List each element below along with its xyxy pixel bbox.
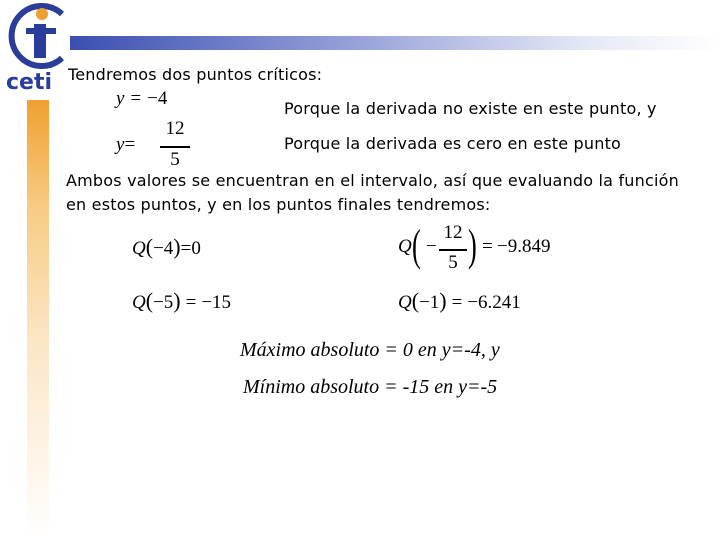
eval3-close-paren: ) — [468, 221, 477, 270]
conclusion-maximum: Máximo absoluto = 0 en y=-4, y — [240, 339, 500, 361]
cp1-reason: Porque la derivada no existe en este punto, y — [284, 99, 657, 118]
ceti-logo-emblem — [0, 0, 80, 72]
eval2-eq: = — [185, 292, 197, 313]
cp1-eq: = — [130, 88, 142, 109]
ceti-logo — [0, 0, 80, 100]
evaluation-q-minus-5: Q(−5) = −15 — [132, 288, 232, 313]
eval1-func: Q — [132, 238, 146, 259]
eval1-eq: = — [180, 238, 192, 259]
eval2-arg: −5 — [153, 292, 174, 313]
cp2-reason: Porque la derivada es cero en este punto — [284, 134, 622, 153]
eval3-open-paren: ( — [412, 221, 421, 270]
cp2-denominator: 5 — [170, 149, 180, 170]
eval4-func: Q — [398, 292, 412, 313]
eval4-eq: = — [451, 292, 463, 313]
eval3-fraction-line — [439, 249, 467, 251]
conclusion-minimum: Mínimo absoluto = -15 en y=-5 — [243, 376, 498, 398]
intro-text: Tendremos dos puntos críticos: — [68, 65, 323, 84]
eval2-func: Q — [132, 292, 146, 313]
eval4-result: −6.241 — [467, 292, 521, 313]
left-gradient-bar — [27, 100, 49, 540]
cp1-var: y — [116, 88, 125, 109]
eval3-eq: = — [482, 236, 493, 257]
ceti-logo-text: ceti — [6, 70, 53, 95]
eval3-arg-num: 12 — [443, 222, 463, 243]
cp2-var: y — [116, 134, 125, 155]
cp2-fraction-line — [160, 146, 190, 148]
cp2-numerator: 12 — [165, 118, 185, 139]
evaluation-q-minus-1: Q(−1) = −6.241 — [398, 288, 521, 313]
paragraph-line-2: en estos puntos, y en los puntos finales tendremos: — [66, 195, 491, 214]
eval4-arg: −1 — [419, 292, 440, 313]
critical-point-1 — [116, 88, 167, 110]
cp1-value: −4 — [147, 88, 168, 109]
eval1-arg: −4 — [153, 238, 174, 259]
evaluation-q-minus-12-5 — [398, 222, 578, 282]
eval3-func: Q — [398, 236, 412, 257]
eval3-arg-den: 5 — [448, 252, 458, 273]
eval1-result: 0 — [191, 238, 201, 259]
header-gradient-bar — [70, 36, 720, 50]
eval2-result: −15 — [201, 292, 232, 313]
critical-point-2 — [116, 134, 135, 156]
eval3-arg-sign: − — [426, 236, 437, 257]
eval3-result: −9.849 — [497, 236, 551, 257]
cp2-eq: = — [124, 134, 136, 155]
paragraph-line-1: Ambos valores se encuentran en el intervalo, así que evaluando la función — [66, 171, 679, 190]
evaluation-q-minus-4: Q(−4)=0 — [132, 234, 201, 259]
